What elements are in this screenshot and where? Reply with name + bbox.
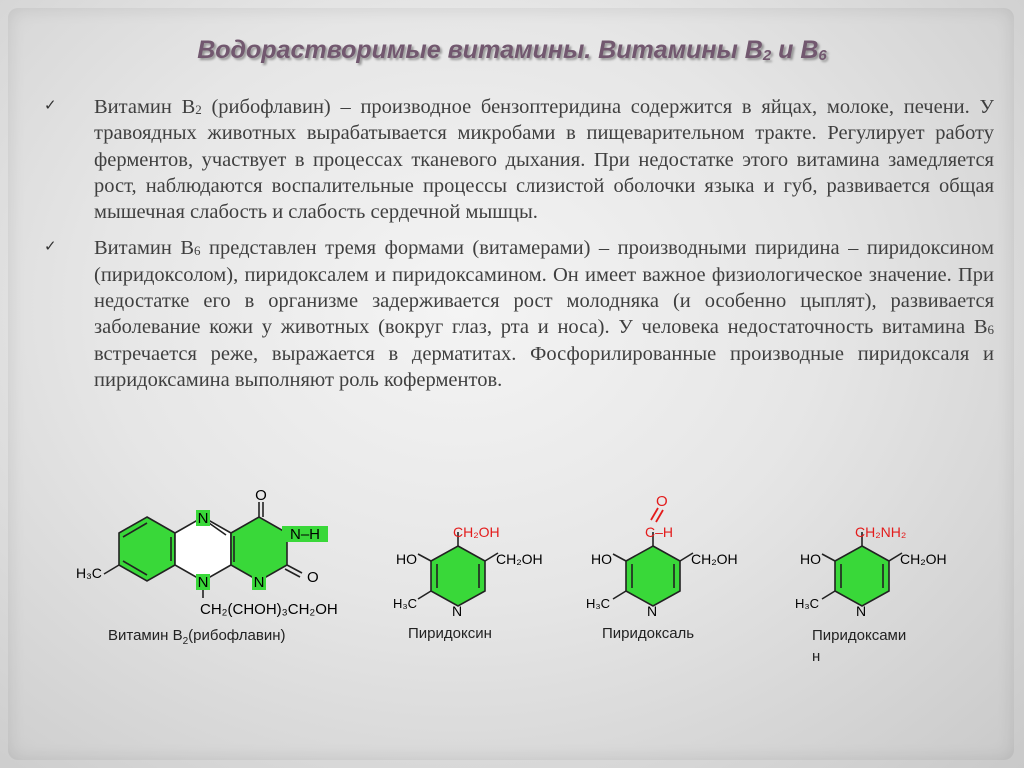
pyridoxine-ch2oh-right: CH₂OH bbox=[496, 551, 543, 567]
pyridoxamine-ho: HO bbox=[800, 551, 821, 567]
pyridoxal-o: O bbox=[656, 493, 668, 510]
benzene-ring bbox=[119, 517, 175, 581]
riboflavin-caption: Витамин $B_2(рибофлавин)$ bbox=[108, 627, 286, 647]
methyl-label: H₃C bbox=[76, 565, 102, 581]
bullet-vitamin-b6 bbox=[44, 235, 994, 393]
pyridoxal-caption: Пиридоксаль bbox=[602, 625, 695, 642]
pyridoxal-ch2oh: CH₂OH bbox=[691, 551, 738, 567]
checkmark-icon: ✓ bbox=[44, 237, 57, 256]
aldehyde-bond bbox=[651, 508, 663, 522]
pyridoxine-caption: Пиридоксин bbox=[408, 625, 492, 642]
pyridoxal-methyl: H₃C bbox=[586, 596, 611, 611]
slide-title: Водорастворимые витамины. Витамины $В_2$ и $В_6$ bbox=[197, 36, 827, 64]
bullet-list bbox=[44, 94, 994, 403]
pyridoxamine-ch2oh: CH₂OH bbox=[900, 551, 947, 567]
pyridoxine-structure bbox=[418, 532, 498, 606]
nh-label: N–H bbox=[290, 526, 321, 543]
pyridoxal-n: N bbox=[647, 603, 658, 619]
pyridoxal-ho: HO bbox=[591, 551, 612, 567]
pyridoxamine-n: N bbox=[856, 603, 867, 619]
vitamin-b2-paragraph: Витамин $В_2$ (рибофлавин) – производное бензоптеридина содержится в яйцах, молоке, печени. У травоядных животных вырабатывается микробами в пищеварительном тракте. Регулирует работу ферментов, участвует в процессах тканевого дыхания. При недостатке этого витамина замедляется рост, наблюдаются воспалительные процессы слизистой оболочки языка и губ, развивается общая мышечная слабость и слабость сердечной мышцы. bbox=[94, 96, 994, 224]
pyridoxamine-structure bbox=[822, 532, 902, 606]
pyridoxine-ring bbox=[431, 546, 485, 606]
atom-n3: N bbox=[253, 574, 265, 591]
pyridoxine-ho: HO bbox=[396, 551, 417, 567]
pyridoxal-ring bbox=[626, 546, 680, 606]
pyrimidine-ring bbox=[231, 517, 287, 581]
side-chain-label: CH₂(CHOH)₃CH₂OH bbox=[200, 601, 338, 618]
bullet-vitamin-b2 bbox=[44, 94, 994, 225]
pyridoxal-structure bbox=[613, 532, 693, 606]
pyridoxal-cho: C–H bbox=[645, 524, 674, 540]
checkmark-icon: ✓ bbox=[44, 96, 57, 114]
pyridoxamine-ring bbox=[835, 546, 889, 606]
pyridoxamine-methyl: H₃C bbox=[795, 596, 820, 611]
pyridoxine-ch2oh-top: CH₂OH bbox=[453, 524, 500, 540]
pyridoxamine-ch2nh2: CH₂NH₂ bbox=[855, 524, 907, 540]
atom-n2: N bbox=[197, 574, 209, 591]
oxygen-right: O bbox=[307, 569, 319, 586]
pyridoxine-n: N bbox=[452, 603, 463, 619]
pyridoxamine-caption: Пиридоксами н bbox=[812, 627, 907, 665]
vitamin-b6-paragraph: Витамин $В_6$ представлен тремя формами (витамерами) – производными пиридина – пиридоксином (пиридоксолом), пиридоксалем и пиридоксамином. Он имеет важное физиологическое значение. При недостатке его в организме задерживается рост молодняка (и особенно цыплят), развивается заболевание кожи у животных (вокруг глаз, рта и носа). У человека недостаточность витамина $В_6$ встречается реже, выражается в дерматитах. Фосфорилированные производные пиридоксаля и пиридоксамина выполняют роль коферментов. bbox=[94, 237, 995, 391]
oxygen-top: O bbox=[255, 487, 267, 504]
atom-n1: N bbox=[197, 510, 209, 527]
pyridoxine-methyl: H₃C bbox=[393, 596, 418, 611]
